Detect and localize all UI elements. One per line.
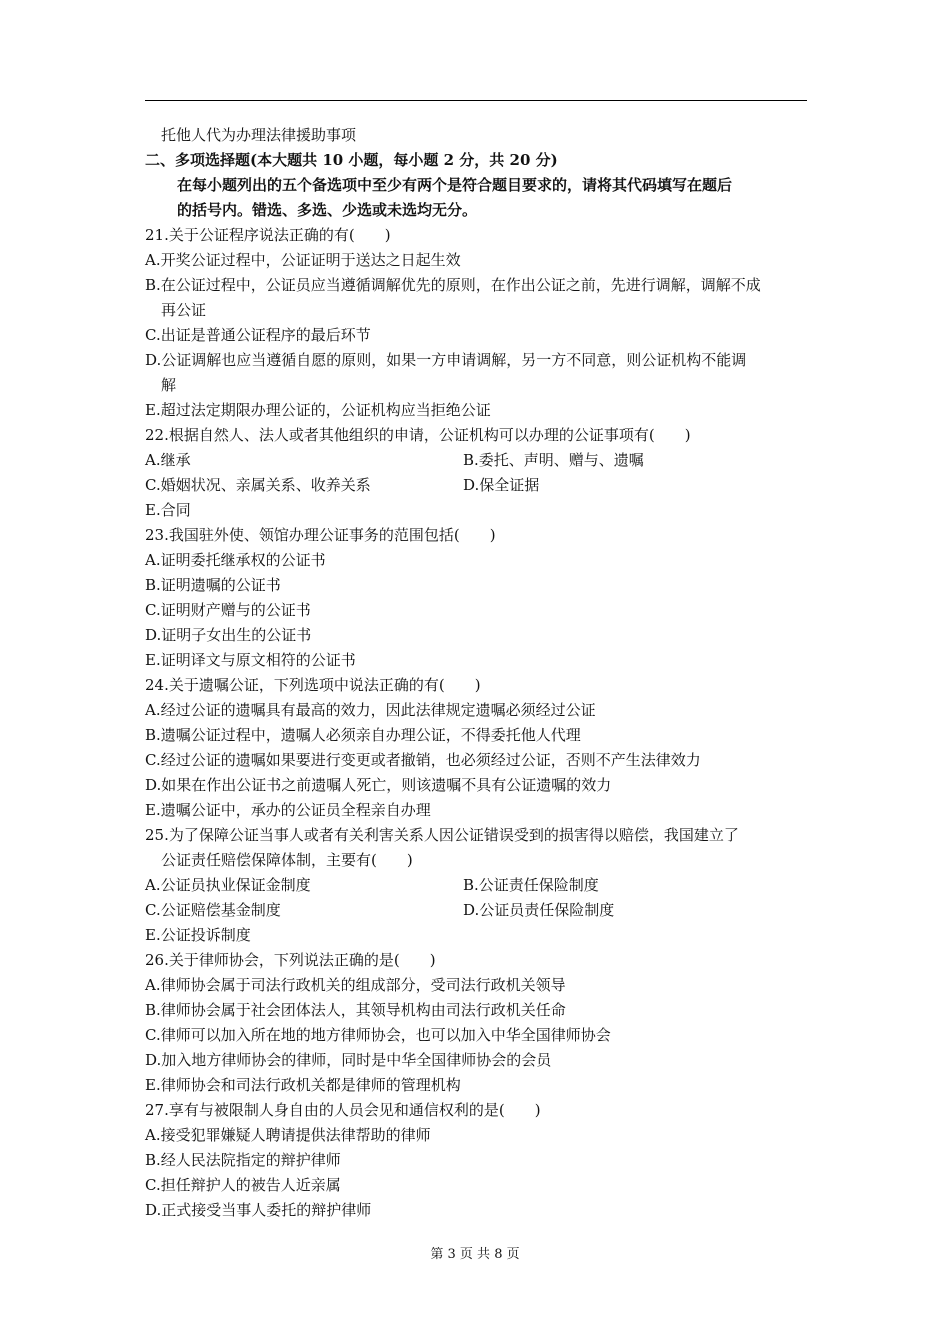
question [145, 673, 807, 823]
question [145, 948, 807, 1098]
question-stem: 26.关于律师协会，下列说法正确的是( ) [145, 951, 436, 969]
option-item: B.遗嘱公证过程中，遗嘱人必须亲自办理公证，不得委托他人代理 [145, 726, 581, 744]
question [145, 1098, 807, 1223]
option-item: E.公证投诉制度 [145, 926, 251, 944]
question-stem: 27.享有与被限制人身自由的人员会见和通信权利的是( ) [145, 1101, 541, 1119]
option-row [145, 898, 807, 923]
option-item: D.加入地方律师协会的律师，同时是中华全国律师协会的会员 [145, 1051, 552, 1069]
question [145, 423, 807, 523]
section-instruction: 在每小题列出的五个备选项中至少有两个是符合题目要求的，请将其代码填写在题后 [177, 176, 733, 194]
continuation-line: 托他人代为办理法律援助事项 [161, 126, 357, 144]
document-body [145, 123, 807, 1223]
option-item: D.保全证据 [463, 476, 540, 494]
section-heading: 二、多项选择题(本大题共 10 小题，每小题 2 分，共 20 分) [145, 151, 558, 169]
option-item: A.继承 [145, 451, 191, 469]
question-stem: 25.为了保障公证当事人或者有关利害关系人因公证错误受到的损害得以赔偿，我国建立了 [145, 826, 739, 844]
option-item: C.担任辩护人的被告人近亲属 [145, 1176, 341, 1194]
option-item: D.公证调解也应当遵循自愿的原则，如果一方申请调解，另一方不同意，则公证机构不能调 [145, 351, 747, 369]
question-list [145, 223, 807, 1223]
option-item: D.正式接受当事人委托的辩护律师 [145, 1201, 372, 1219]
option-item: E.律师协会和司法行政机关都是律师的管理机构 [145, 1076, 461, 1094]
option-item: A.律师协会属于司法行政机关的组成部分，受司法行政机关领导 [145, 976, 566, 994]
option-item: 再公证 [161, 301, 207, 319]
option-item: A.开奖公证过程中，公证证明于送达之日起生效 [145, 251, 461, 269]
option-row [145, 873, 807, 898]
option-item: D.公证员责任保险制度 [463, 901, 615, 919]
option-item: B.在公证过程中，公证员应当遵循调解优先的原则，在作出公证之前，先进行调解，调解不成 [145, 276, 761, 294]
question-stem: 24.关于遗嘱公证，下列选项中说法正确的有( ) [145, 676, 481, 694]
question-stem: 23.我国驻外使、领馆办理公证事务的范围包括( ) [145, 526, 496, 544]
question-stem: 公证责任赔偿保障体制，主要有( ) [161, 851, 413, 869]
option-item: E.合同 [145, 501, 191, 519]
question [145, 823, 807, 948]
option-item: A.经过公证的遗嘱具有最高的效力，因此法律规定遗嘱必须经过公证 [145, 701, 596, 719]
option-item: B.律师协会属于社会团体法人，其领导机构由司法行政机关任命 [145, 1001, 566, 1019]
option-item: C.律师可以加入所在地的地方律师协会，也可以加入中华全国律师协会 [145, 1026, 611, 1044]
option-item: B.证明遗嘱的公证书 [145, 576, 281, 594]
option-item: C.出证是普通公证程序的最后环节 [145, 326, 371, 344]
option-item: E.遗嘱公证中，承办的公证员全程亲自办理 [145, 801, 431, 819]
option-item: C.婚姻状况、亲属关系、收养关系 [145, 476, 371, 494]
option-item: A.接受犯罪嫌疑人聘请提供法律帮助的律师 [145, 1126, 431, 1144]
option-item: D.证明子女出生的公证书 [145, 626, 312, 644]
question-stem: 21.关于公证程序说法正确的有( ) [145, 226, 391, 244]
option-item: 解 [161, 376, 177, 394]
option-item: E.超过法定期限办理公证的，公证机构应当拒绝公证 [145, 401, 491, 419]
option-item: C.公证赔偿基金制度 [145, 901, 281, 919]
option-item: C.经过公证的遗嘱如果要进行变更或者撤销，也必须经过公证，否则不产生法律效力 [145, 751, 701, 769]
section-instruction: 的括号内。错选、多选、少选或未选均无分。 [177, 201, 478, 219]
option-item: C.证明财产赠与的公证书 [145, 601, 311, 619]
option-row [145, 473, 807, 498]
option-item: B.经人民法院指定的辩护律师 [145, 1151, 341, 1169]
option-item: A.公证员执业保证金制度 [145, 876, 311, 894]
question-stem: 22.根据自然人、法人或者其他组织的申请，公证机构可以办理的公证事项有( ) [145, 426, 691, 444]
option-row [145, 448, 807, 473]
option-item: B.公证责任保险制度 [463, 876, 599, 894]
question [145, 223, 807, 423]
page-footer: 第 3 页 共 8 页 [430, 1247, 520, 1262]
option-item: A.证明委托继承权的公证书 [145, 551, 326, 569]
option-item: E.证明译文与原文相符的公证书 [145, 651, 356, 669]
question [145, 523, 807, 673]
option-item: B.委托、声明、赠与、遗嘱 [463, 451, 644, 469]
option-item: D.如果在作出公证书之前遗嘱人死亡，则该遗嘱不具有公证遗嘱的效力 [145, 776, 612, 794]
header-rule [145, 100, 807, 101]
